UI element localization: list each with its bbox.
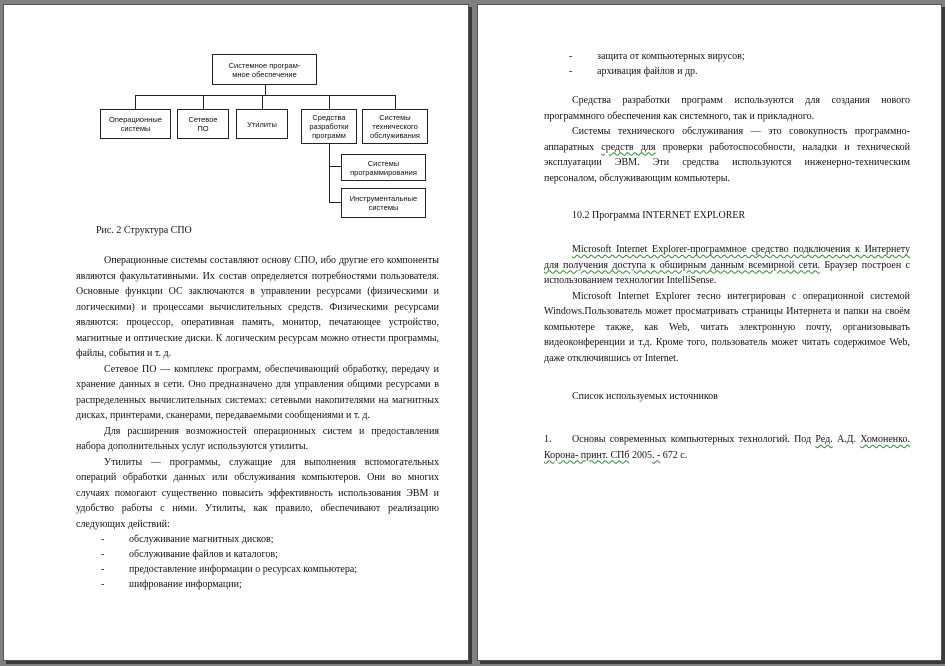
paragraph: Microsoft Internet Explorer тесно интегрирован с операционной системой Windows.Пользователь может просматривать страницы Интернета и папки на своём компьютере также, как Web, читать электронную почту, организовывать видеоконференции и т.д. Кроме того, пользователь может читать содержимое Web, даже отключившись от Internet.	[544, 290, 910, 364]
diagram-node-dev-tools: Средства разработки программ	[301, 109, 357, 144]
diagram-node-network: Сетевое ПО	[177, 109, 229, 139]
section-heading: 10.2 Программа INTERNET EXPLORER	[572, 210, 746, 221]
diagram-node-utilities: Утилиты	[236, 109, 288, 139]
bullet-dash: -	[101, 579, 105, 590]
paragraph: Для расширения возможностей операционных систем и предоставления набора дополнительных услуг используются утилиты.	[76, 425, 439, 452]
paragraph: Утилиты — программы, служащие для выполнения вспомогательных операций обработки данных или обслуживания компьютеров. Они во многих случаях помогают существенно повысить эффективность использования ЭВМ и удобство работы с ними. Утилиты, как правило, обеспечивают реализацию следующих действий:	[76, 456, 439, 530]
list-item: - обслуживание магнитных дисков;	[76, 532, 439, 547]
paragraph: Системы технического обслуживания — это совокупность программно-аппаратных средств для проверки работоспособности, наладки и технической эксплуатации ЭВМ. Эти средства используются инженерно-техническим персоналом, обслуживающим компьютеры.	[544, 126, 910, 184]
reference-item: 1. Основы современных компьютерных технологий. Под Ред. А.Д. Хомоненко. Корона- принт. СПб 2005. - 672 с.	[544, 434, 910, 461]
diagram-node-programming: Системы программирования	[341, 154, 426, 181]
paragraph: Microsoft Internet Explorer-программное средство подключения к Интернету для получения доступа к обширным данным всемирной сети. Браузер построен с использованием технологии IntelliSense.	[544, 244, 910, 286]
page2-list	[544, 49, 910, 79]
paragraph: Сетевое ПО — комплекс программ, обеспечивающий обработку, передачу и хранение данных в сети. Оно предназначено для управления общими ресурсами в распределенных вычислительных системах: сетевыми накопителями на магнитных дисках, принтерами, сканерами, передаваемыми сообщениями и т. д.	[76, 363, 439, 421]
paragraph: Операционные системы составляют основу СПО, ибо другие его компоненты являются факультативными. Их состав определяется потребностями пользователя. Основные функции ОС заключаются в управлении ресурсами (физическими и логическими) и процессами вычислительных средств. Физическими ресурсами являются: процессор, оперативная память, монитор, печатающее устройство, магнитные и оптические диски. К логическим ресурсам можно отнести программы, файлы, события и т. д.	[76, 255, 439, 359]
bullet-dash: -	[101, 534, 105, 545]
diagram-root-box: Системное програм- мное обеспечение	[212, 54, 317, 85]
diagram-node-instrumental: Инструментальные системы	[341, 188, 426, 218]
bullet-dash: -	[569, 66, 573, 77]
page2-ie-section	[544, 242, 910, 366]
diagram-node-maintenance: Системы технического обслуживания	[362, 109, 428, 144]
list-item: - предоставление информации о ресурсах компьютера;	[76, 562, 439, 577]
page1-body	[76, 253, 439, 592]
figure-caption: Рис. 2 Структура СПО	[96, 225, 192, 236]
bullet-dash: -	[101, 564, 105, 575]
list-item: - шифрование информации;	[76, 577, 439, 592]
page2-body	[544, 93, 910, 186]
paragraph: Средства разработки программ используются для создания нового программного обеспечения как системного, так и прикладного.	[544, 95, 910, 122]
bullet-dash: -	[101, 549, 105, 560]
document-page-2	[477, 4, 942, 661]
sources-heading: Список используемых источников	[572, 391, 718, 402]
list-item: - обслуживание файлов и каталогов;	[76, 547, 439, 562]
spo-structure-diagram	[4, 5, 468, 225]
document-page-1	[3, 4, 469, 661]
list-item: - архивация файлов и др.	[544, 64, 910, 79]
bullet-dash: -	[569, 51, 573, 62]
diagram-node-os: Операционные системы	[100, 109, 171, 139]
list-item: - защита от компьютерных вирусов;	[544, 49, 910, 64]
